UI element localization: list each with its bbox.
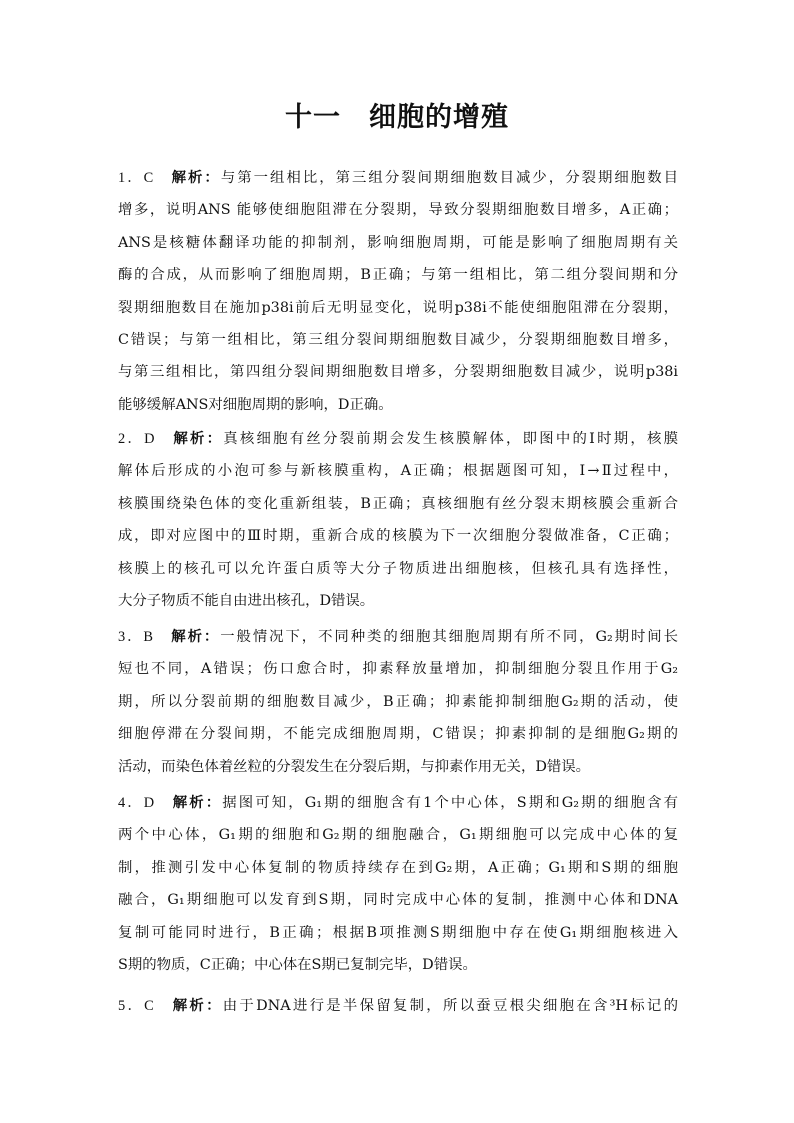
answer-number: 3．B	[118, 629, 154, 645]
answer-1-line-7: 与第三组相比，第四组分裂间期细胞数目增多，分裂期细胞数目减少，说明p38i	[118, 364, 678, 381]
answer-4-line-1: 4．D 解析：据图可知，G₁期的细胞含有1个中心体，S期和G₂期的细胞含有	[118, 794, 678, 811]
answer-1	[118, 162, 678, 421]
answer-number: 4．D	[118, 795, 155, 811]
answer-1-line-5: 裂期细胞数目在施加p38i前后无明显变化，说明p38i不能使细胞阻滞在分裂期，	[118, 299, 678, 316]
answer-2	[118, 423, 678, 617]
answer-1-line-8: 能够缓解ANS对细胞周期的影响，D正确。	[118, 396, 393, 413]
answer-3-line-2: 短也不同，A错误；伤口愈合时，抑素释放量增加，抑制细胞分裂且作用于G₂	[118, 661, 678, 678]
answer-4-line-6: S期的物质，C正确；中心体在S期已复制完毕，D错误。	[118, 956, 477, 973]
answer-2-line-3: 核膜围绕染色体的变化重新组装，B正确；真核细胞有丝分裂末期核膜会重新合	[118, 495, 678, 512]
answer-4-line-2: 两个中心体，G₁期的细胞和G₂期的细胞融合，G₁期细胞可以完成中心体的复	[118, 827, 678, 844]
answer-number: 1．C	[118, 170, 154, 186]
analysis-label: 解析：	[171, 169, 221, 186]
answer-5	[118, 990, 678, 1022]
answer-3-line-3: 期，所以分裂前期的细胞数目减少，B正确；抑素能抑制细胞G₂期的活动，使	[118, 693, 678, 710]
answer-4	[118, 787, 678, 981]
answer-2-line-1: 2．D 解析：真核细胞有丝分裂前期会发生核膜解体，即图中的Ⅰ时期，核膜	[118, 430, 678, 447]
answer-2-line-4: 成，即对应图中的Ⅲ时期，重新合成的核膜为下一次细胞分裂做准备，C正确；	[118, 528, 678, 545]
answer-1-line-6: C错误；与第一组相比，第三组分裂间期细胞数目减少，分裂期细胞数目增多，	[118, 331, 678, 348]
answer-1-line-1: 1．C 解析：与第一组相比，第三组分裂间期细胞数目减少，分裂期细胞数目	[118, 169, 678, 186]
answer-1-line-2: 增多，说明ANS 能够使细胞阻滞在分裂期，导致分裂期细胞数目增多，A正确；	[118, 202, 678, 219]
answer-1-line-3: ANS是核糖体翻译功能的抑制剂，影响细胞周期，可能是影响了细胞周期有关	[118, 234, 678, 251]
answer-3	[118, 621, 678, 783]
page-title: 十一 细胞的增殖	[285, 102, 509, 133]
analysis-label: 解析：	[172, 997, 223, 1014]
answer-2-line-5: 核膜上的核孔可以允许蛋白质等大分子物质进出细胞核，但核孔具有选择性，	[118, 560, 678, 577]
answer-4-line-3: 制，推测引发中心体复制的物质持续存在到G₂期，A正确；G₁期和S期的细胞	[118, 859, 678, 876]
answer-3-line-1: 3．B 解析：一般情况下，不同种类的细胞其细胞周期有所不同，G₂期时间长	[118, 628, 678, 645]
answer-number: 2．D	[118, 431, 155, 447]
answer-2-line-6: 大分子物质不能自由进出核孔，D错误。	[118, 592, 375, 609]
answer-2-line-2: 解体后形成的小泡可参与新核膜重构，A正确；根据题图可知，Ⅰ→Ⅱ过程中，	[118, 463, 678, 480]
answer-3-line-4: 细胞停滞在分裂间期，不能完成细胞周期，C错误；抑素抑制的是细胞G₂期的	[118, 726, 678, 743]
answer-1-line-4: 酶的合成，从而影响了细胞周期，B正确；与第一组相比，第二组分裂间期和分	[118, 267, 678, 284]
answer-4-line-5: 复制可能同时进行，B正确；根据B项推测S期细胞中存在使G₁期细胞核进入	[118, 924, 678, 941]
answer-number: 5．C	[118, 998, 154, 1014]
analysis-label: 解析：	[172, 794, 223, 811]
answer-5-line-1: 5．C 解析：由于DNA进行是半保留复制，所以蚕豆根尖细胞在含³H标记的	[118, 997, 678, 1014]
analysis-label: 解析：	[173, 430, 224, 447]
answer-4-line-4: 融合，G₁期细胞可以发育到S期，同时完成中心体的复制，推测中心体和DNA	[118, 892, 678, 909]
analysis-label: 解析：	[171, 628, 221, 645]
answer-3-line-5: 活动，而染色体着丝粒的分裂发生在分裂后期，与抑素作用无关，D错误。	[118, 758, 591, 775]
